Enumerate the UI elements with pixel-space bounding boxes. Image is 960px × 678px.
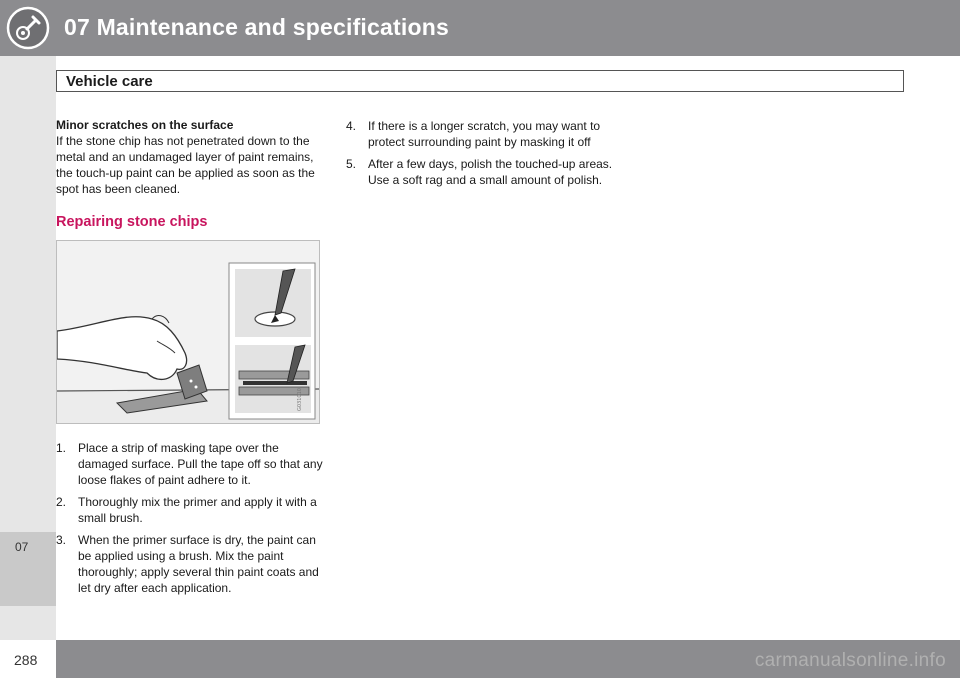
section-heading: Repairing stone chips [56, 214, 208, 230]
step-text: Thoroughly mix the primer and apply it with a small brush. [78, 495, 317, 525]
list-item [56, 494, 324, 526]
step-number: 2. [56, 495, 67, 509]
stone-chip-illustration [56, 240, 320, 424]
list-item [56, 440, 324, 488]
chapter-tab [0, 532, 56, 606]
footer-bar [56, 640, 960, 678]
step-number: 4. [346, 119, 357, 133]
step-text: When the primer surface is dry, the paint can be applied using a brush. Mix the paint thoroughly; apply several thin paint coats and let dry after each application. [78, 533, 319, 595]
side-strip [0, 56, 56, 640]
left-column [56, 118, 324, 602]
list-item [346, 156, 616, 188]
section-title: Vehicle care [66, 73, 153, 90]
right-column [346, 118, 616, 194]
wrench-gear-icon [6, 6, 50, 50]
steps-list-left [56, 440, 324, 596]
chapter-title: 07 Maintenance and specifications [64, 14, 449, 40]
page-header [0, 0, 960, 56]
step-number: 3. [56, 533, 67, 547]
page-number: 288 [14, 652, 38, 668]
intro-paragraph: If the stone chip has not penetrated down to the metal and an undamaged layer of paint remains, the touch-up paint can be applied as soon as the spot has been cleaned. [56, 134, 315, 196]
watermark: carmanualsonline.info [754, 650, 946, 671]
steps-list-right [346, 118, 616, 188]
step-text: If there is a longer scratch, you may want to protect surrounding paint by masking it off [368, 119, 601, 149]
chapter-tab-label: 07 [15, 540, 29, 554]
subheading: Minor scratches on the surface [56, 118, 234, 132]
step-number: 1. [56, 441, 67, 455]
list-item [56, 532, 324, 596]
list-item [346, 118, 616, 150]
figure-code: G031010 [297, 388, 303, 411]
page-footer [0, 640, 960, 678]
step-text: After a few days, polish the touched-up areas. Use a soft rag and a small amount of polish. [368, 157, 613, 187]
section-title-box [56, 70, 904, 92]
illustration-svg [57, 241, 319, 423]
step-number: 5. [346, 157, 357, 171]
header-icon-box [0, 0, 56, 56]
step-text: Place a strip of masking tape over the damaged surface. Pull the tape off so that any loose flakes of paint adhere to it. [78, 441, 323, 487]
